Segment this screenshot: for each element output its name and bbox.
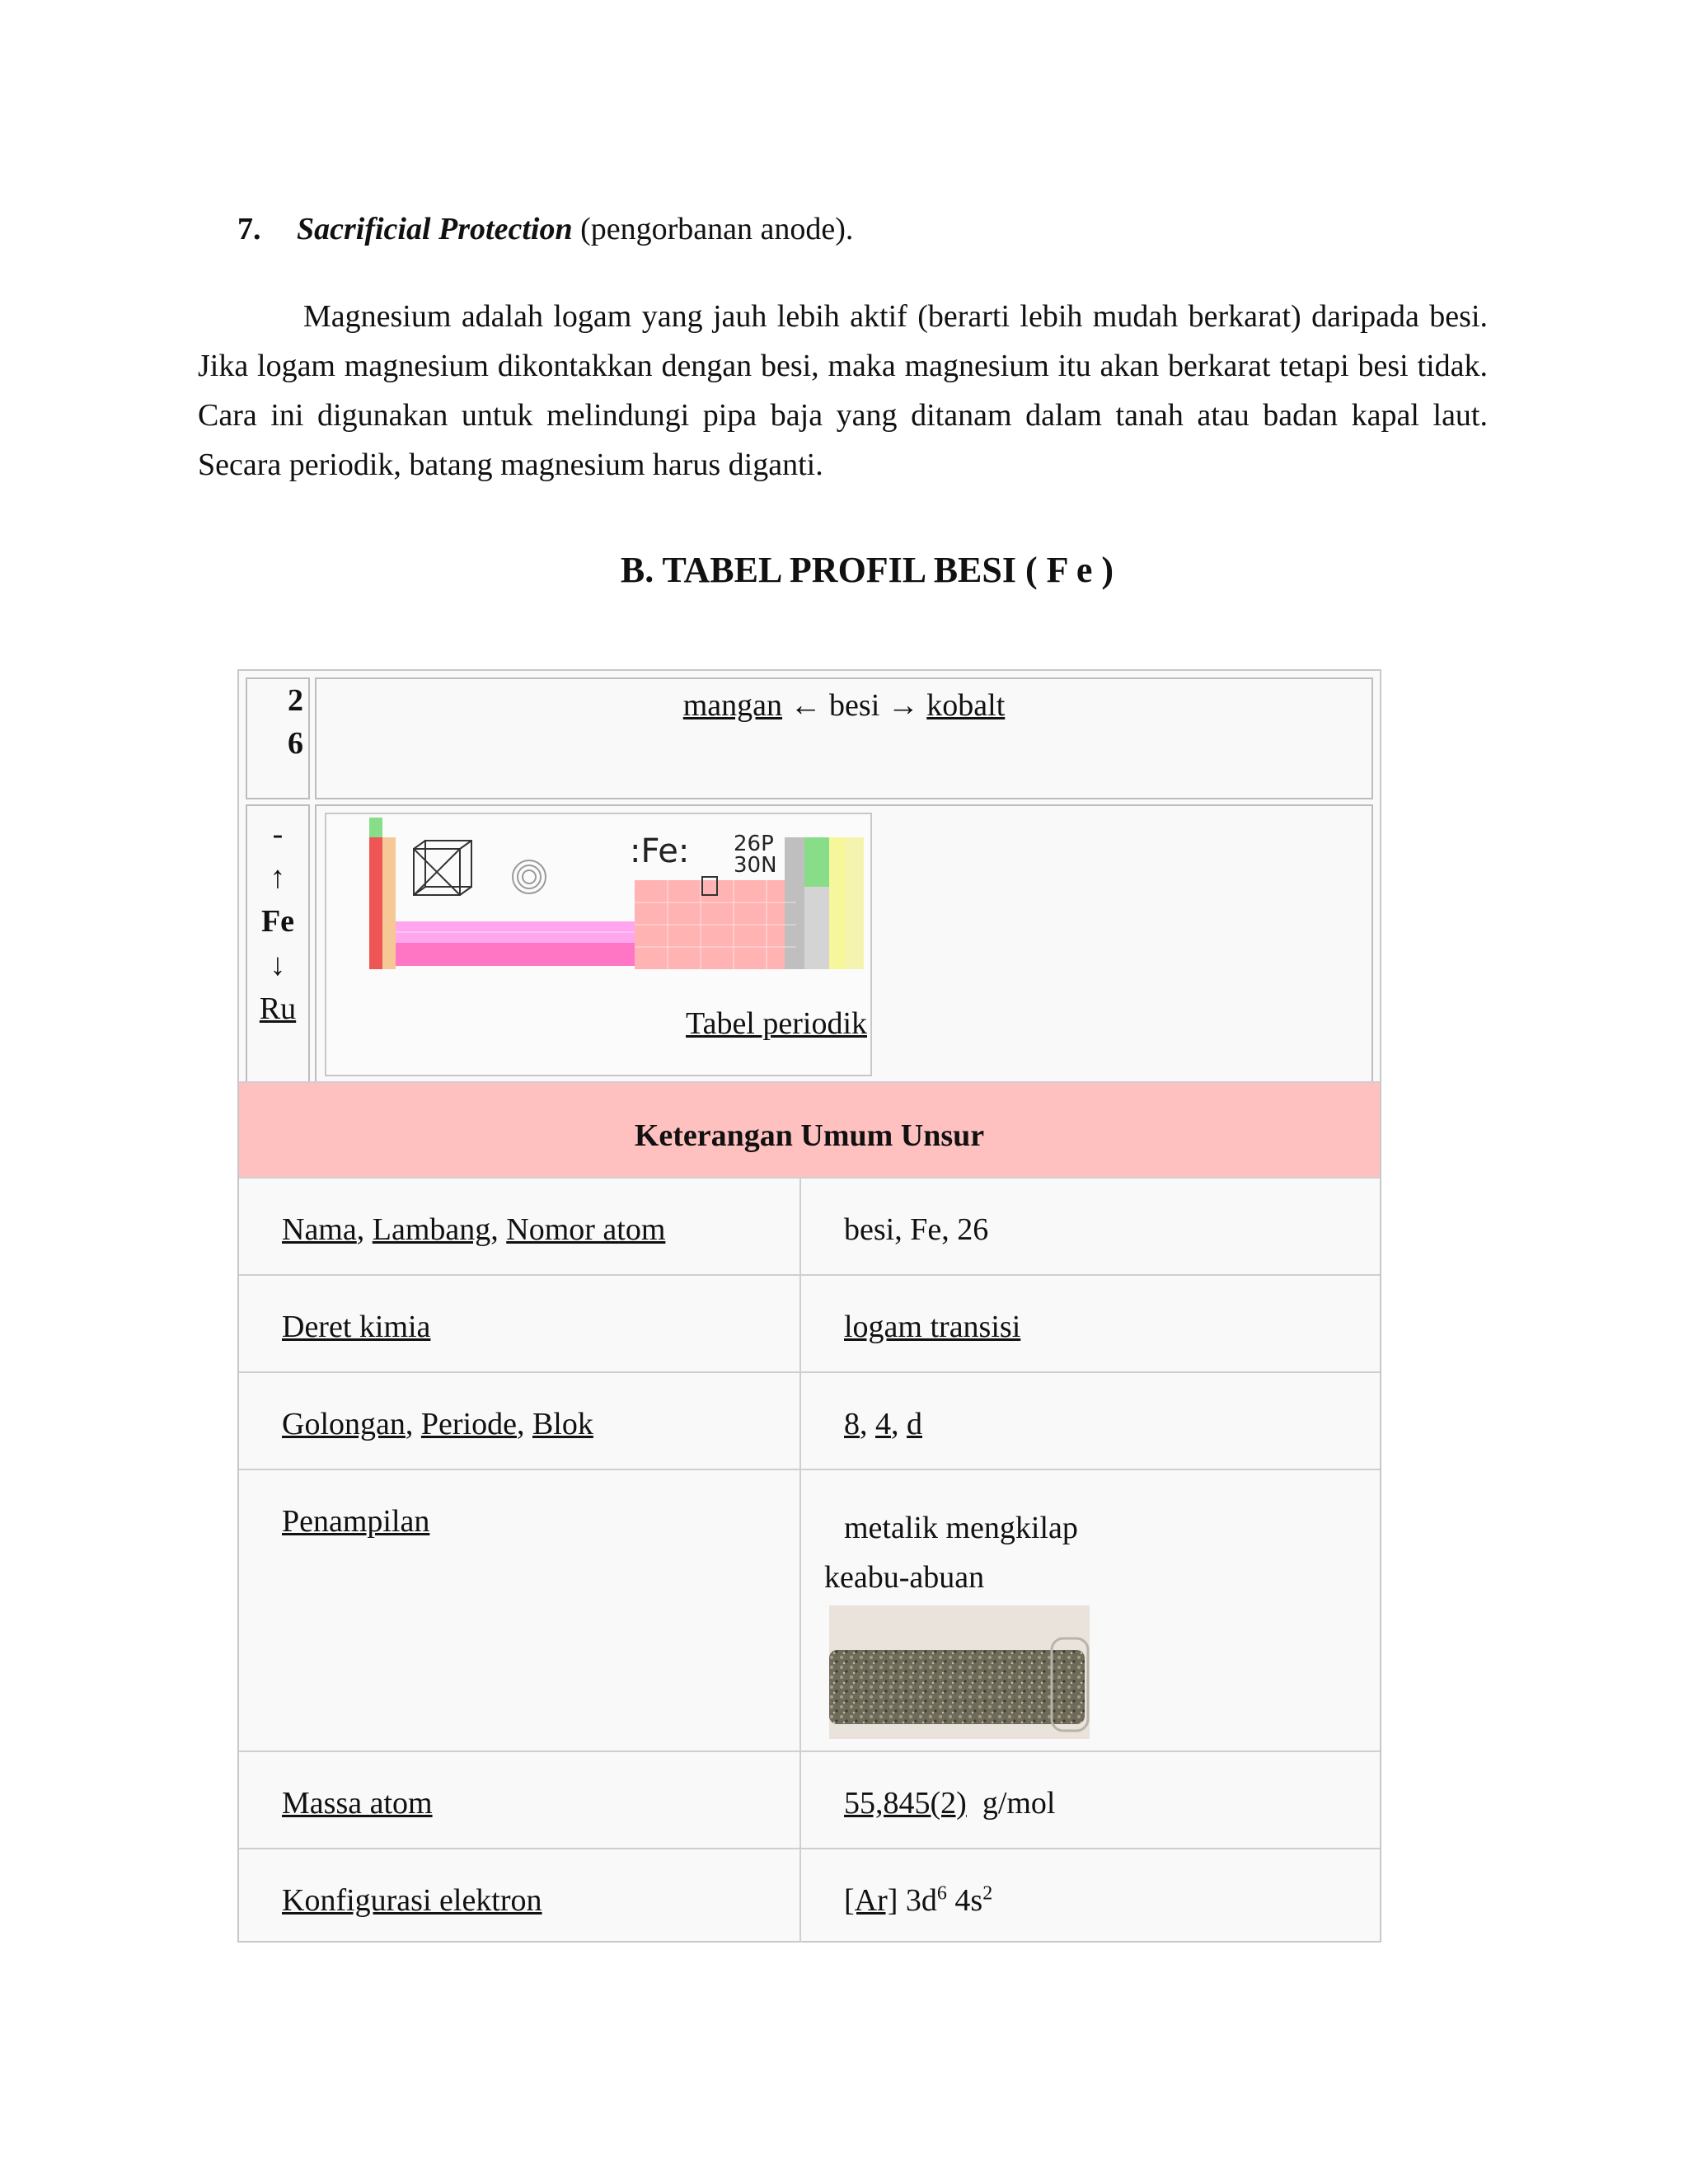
atomic-number-digit-2: 6	[288, 726, 303, 761]
table-row-group	[239, 1373, 1380, 1470]
body-paragraph	[198, 292, 1488, 490]
table-row-mass	[239, 1752, 1380, 1849]
appearance-value-line-2: keabu-abuan	[824, 1560, 985, 1595]
element-navigation	[315, 677, 1373, 799]
name-link[interactable]: Nama	[282, 1212, 357, 1247]
mass-value-link[interactable]: 55,845(2)	[844, 1786, 967, 1821]
block-link[interactable]: Blok	[532, 1407, 593, 1441]
proton-count: 26P	[734, 832, 774, 856]
iron-sample-image	[829, 1605, 1380, 1754]
period-value-link[interactable]: 4	[875, 1407, 891, 1441]
row-value	[801, 1470, 1380, 1750]
up-arrow-icon: ↑	[270, 860, 286, 895]
config-3d: 3d	[905, 1883, 937, 1918]
section-b-heading: B. TABEL PROFIL BESI ( F e )	[620, 550, 1114, 590]
argon-core-link[interactable]: [Ar]	[844, 1883, 898, 1918]
element-symbol: Fe	[260, 904, 295, 939]
name-value: besi, Fe, 26	[844, 1212, 989, 1247]
atomic-number-link[interactable]: Nomor atom	[506, 1212, 666, 1247]
lewis-symbol: :Fe:	[630, 832, 690, 870]
config-3d-exp: 6	[936, 1882, 947, 1905]
right-arrow-icon: →	[887, 688, 919, 723]
config-link[interactable]: Konfigurasi elektron	[282, 1883, 542, 1918]
section-7-heading	[237, 204, 853, 254]
nav-dash: -	[272, 817, 284, 851]
table-row-series	[239, 1276, 1380, 1373]
config-4s-exp: 2	[982, 1882, 993, 1905]
iron-profile-infobox	[237, 669, 1381, 1943]
group-link[interactable]: Golongan	[282, 1407, 406, 1441]
row-label: Golongan, Periode, Blok	[239, 1373, 801, 1469]
row-value	[801, 1752, 1380, 1848]
section-7-subtitle: (pengorbanan anode).	[580, 212, 854, 246]
nav-next-link[interactable]: kobalt	[926, 688, 1006, 723]
row-value	[801, 1179, 1380, 1274]
nav-prev-link[interactable]: mangan	[682, 688, 783, 723]
table-row-appearance	[239, 1470, 1380, 1752]
nav-below-link[interactable]: Ru	[259, 991, 297, 1026]
group-value-link[interactable]: 8	[844, 1407, 860, 1441]
row-value	[801, 1276, 1380, 1371]
row-label: Nama, Lambang, Nomor atom	[239, 1179, 801, 1274]
periodic-table-cell	[315, 804, 1373, 1085]
series-value-link[interactable]: logam transisi	[844, 1310, 1021, 1344]
row-value: 8, 4, d	[844, 1407, 922, 1441]
block-value-link[interactable]: d	[907, 1407, 922, 1441]
down-arrow-icon: ↓	[270, 948, 286, 982]
row-label	[239, 1276, 801, 1371]
section-7-title: Sacrificial Protection	[297, 212, 573, 246]
symbol-link[interactable]: Lambang	[372, 1212, 491, 1247]
appearance-value-line-1: metalik mengkilap	[844, 1511, 1078, 1545]
table-row-name	[239, 1179, 1380, 1276]
atomic-number-cell	[246, 677, 310, 799]
nav-current: besi	[829, 688, 880, 723]
general-info-header: Keterangan Umum Unsur	[239, 1081, 1380, 1179]
row-label	[239, 1752, 801, 1848]
series-link[interactable]: Deret kimia	[282, 1310, 431, 1344]
config-4s: 4s	[954, 1883, 983, 1918]
mass-unit: g/mol	[982, 1786, 1056, 1821]
neutron-count: 30N	[734, 853, 777, 878]
atomic-number-digit-1: 2	[288, 683, 303, 718]
section-7-number: 7.	[237, 212, 261, 246]
period-link[interactable]: Periode	[420, 1407, 517, 1441]
mass-link[interactable]: Massa atom	[282, 1786, 433, 1821]
left-arrow-icon: ←	[790, 688, 822, 723]
group-navigation	[246, 804, 310, 1085]
periodic-table-caption-link[interactable]: Tabel periodik	[686, 1006, 867, 1041]
row-value	[801, 1849, 1380, 1943]
periodic-table-image[interactable]	[325, 813, 872, 1076]
appearance-link[interactable]: Penampilan	[282, 1504, 430, 1539]
body-paragraph-text: Magnesium adalah logam yang jauh lebih aktif (berarti lebih mudah berkarat) daripada besi. Jika logam magnesium dikontakkan dengan besi, maka magnesium itu akan berkarat tetapi besi tidak. Cara ini digunakan untuk melindungi pipa baja yang ditanam dalam tanah atau badan kapal laut. Secara periodik, batang magnesium harus diganti.	[198, 299, 1488, 482]
row-label	[239, 1470, 801, 1750]
row-label	[239, 1849, 801, 1943]
table-row-config	[239, 1849, 1380, 1943]
